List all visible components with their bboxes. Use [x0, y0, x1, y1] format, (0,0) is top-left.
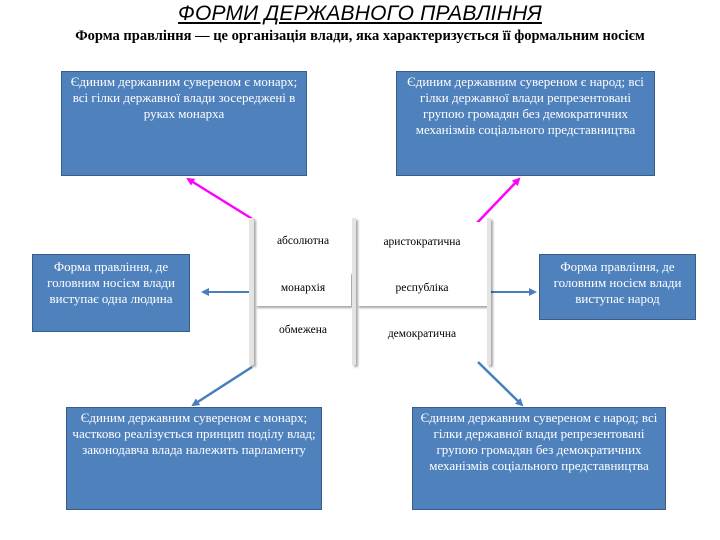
- cell-absolute: [255, 222, 351, 270]
- page-title: ФОРМИ ДЕРЖАВНОГО ПРАВЛІННЯ: [178, 2, 542, 25]
- cell-monarchy: [255, 272, 351, 306]
- arrow-to-aristocratic-republic: [486, 220, 520, 222]
- absolute-monarchy-text: Єдиним державним сувереном є монарх; всі гілки державної влади зосереджені в руках монарха: [70, 74, 298, 121]
- monarchy-definition-box: [32, 254, 190, 332]
- cell-absolute-label: абсолютна: [276, 235, 330, 247]
- arrow-to-democratic-republic: [478, 362, 522, 405]
- grid-divider-middle: [352, 218, 356, 365]
- cell-monarchy-label: монархія: [280, 282, 326, 294]
- cell-aristocratic: [357, 222, 487, 270]
- cell-republic: [357, 272, 487, 306]
- cell-limited: [255, 312, 351, 360]
- definition-subtitle: Форма правління — це організація влади, яка характеризується її формальним носієм: [75, 28, 645, 44]
- republic-definition-box: [539, 254, 696, 320]
- cell-aristocratic-label: аристократична: [383, 236, 461, 248]
- arrow-to-aristocratic-republic-line: [476, 179, 519, 224]
- cell-republic-label: республіка: [395, 282, 449, 294]
- democratic-republic-text: Єдиним державним сувереном є народ; всі гілки державної влади репрезентовані групою громадян без демократичних механізмів соціального представництва: [420, 410, 658, 473]
- aristocratic-republic-text: Єдиним державним сувереном є народ; всі гілки державної влади репрезентовані групою громадян без демократичних механізмів соціального представництва: [407, 74, 644, 137]
- cell-democratic: [357, 312, 487, 360]
- aristocratic-republic-box: [396, 71, 655, 176]
- cell-limited-label: обмежена: [278, 324, 328, 336]
- democratic-republic-box: [412, 407, 666, 510]
- monarchy-definition-text: Форма правління, де головним носієм влади виступає одна людина: [47, 259, 175, 306]
- grid-divider-left: [249, 218, 254, 365]
- grid-divider-right: [487, 218, 491, 365]
- arrow-to-absolute-monarchy: [188, 179, 254, 220]
- absolute-monarchy-box: [61, 71, 307, 176]
- republic-definition-text: Форма правління, де головним носієм влади виступає народ: [553, 259, 682, 306]
- limited-monarchy-box: [66, 407, 322, 510]
- cell-democratic-label: демократична: [387, 328, 457, 340]
- arrow-to-limited-monarchy: [193, 367, 252, 405]
- limited-monarchy-text: Єдиним державним сувереном є монарх; частково реалізується принцип поділу влад; законодавча влада належить парламенту: [72, 410, 316, 457]
